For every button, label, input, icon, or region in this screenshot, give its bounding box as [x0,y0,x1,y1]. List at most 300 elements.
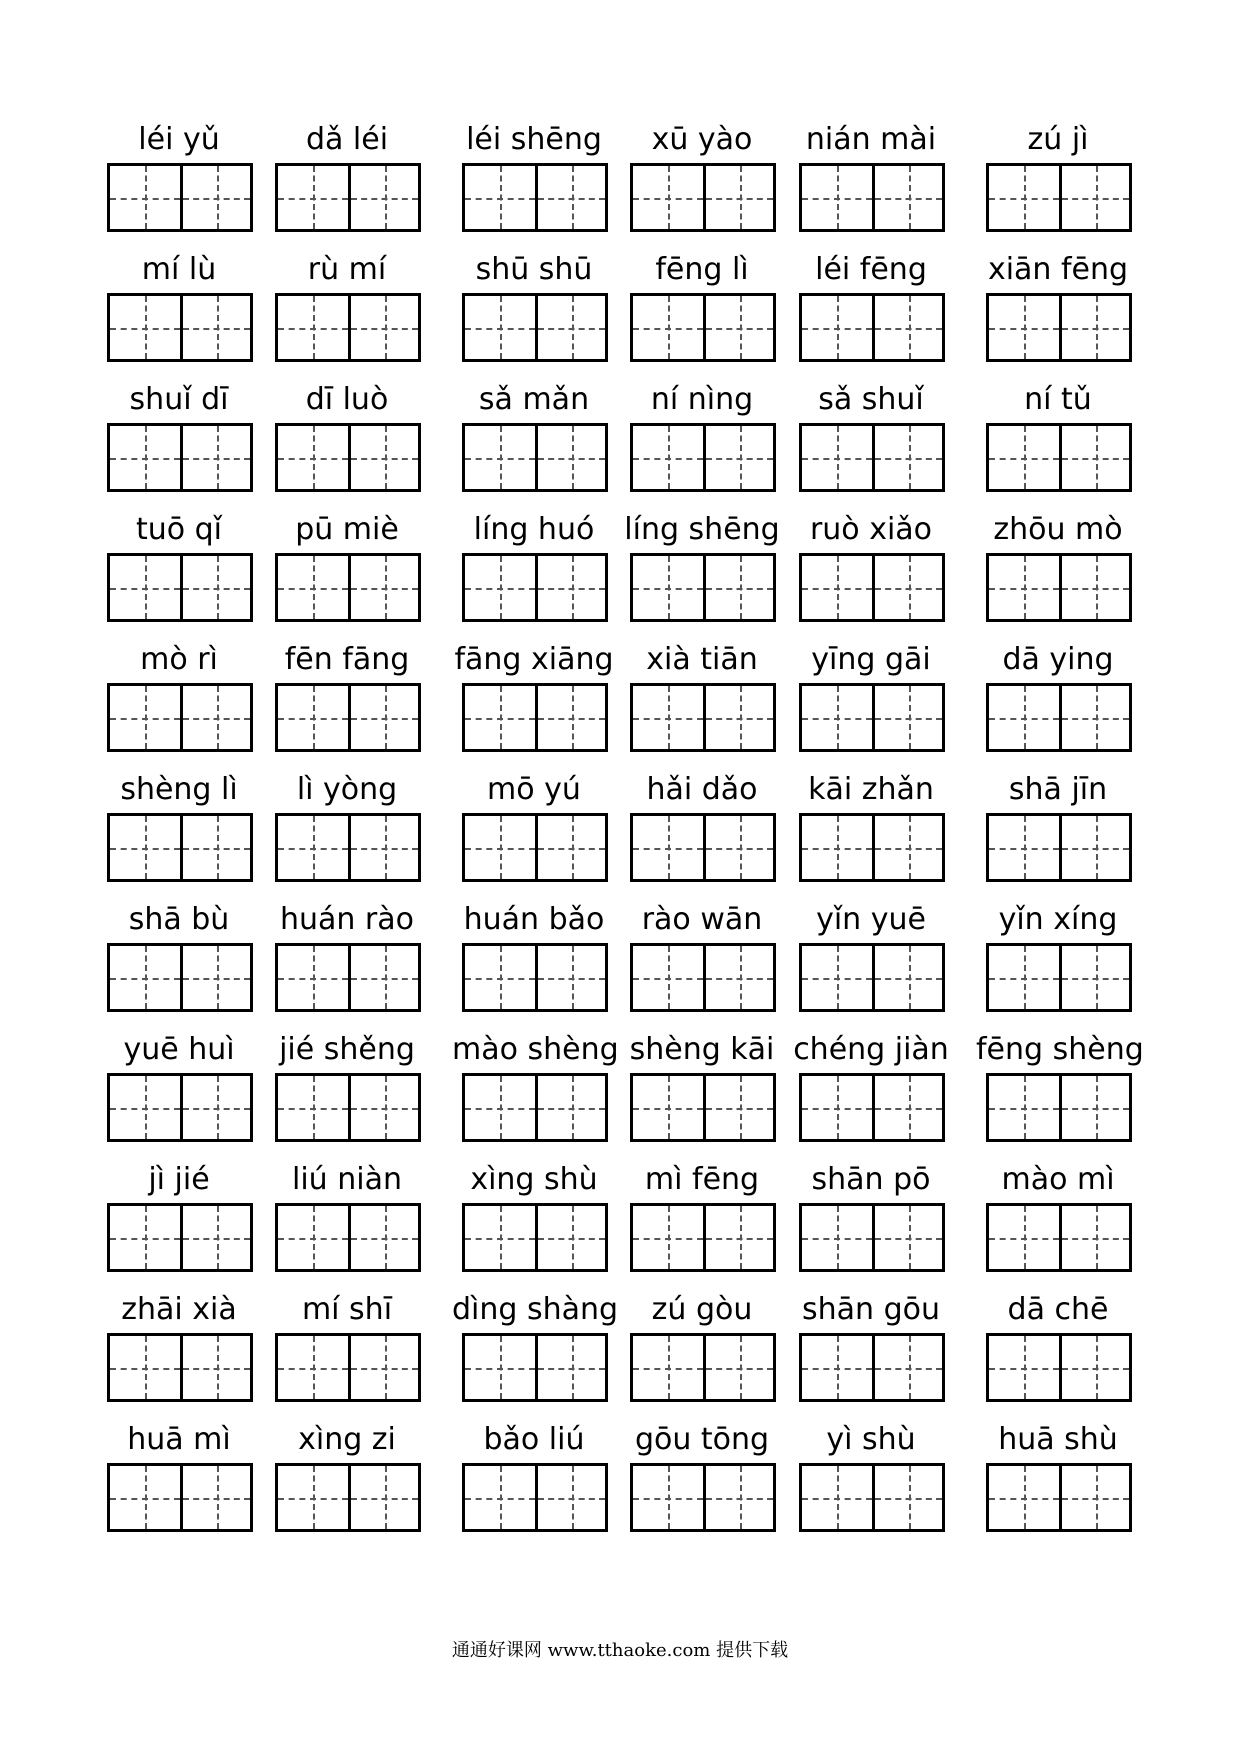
tianzige-box[interactable] [799,553,945,622]
tianzige-box[interactable] [462,1073,608,1142]
writing-cell[interactable] [802,1076,872,1139]
writing-cell[interactable] [703,296,773,359]
word-item [799,380,943,510]
tianzige-box[interactable] [275,813,421,882]
word-item [799,250,943,380]
word-item [799,900,943,1030]
pinyin-label: sǎ mǎn [478,382,590,417]
writing-cell[interactable] [1059,686,1129,749]
word-item [799,1160,943,1290]
tianzige-box[interactable] [107,943,253,1012]
tianzige-box[interactable] [462,163,608,232]
pinyin-label: lì yòng [296,772,398,807]
pinyin-label: zhōu mò [993,512,1123,547]
writing-cell[interactable] [278,816,348,879]
pinyin-label: shā bù [128,902,230,937]
writing-cell[interactable] [110,1076,180,1139]
word-item [799,770,943,900]
word-item [986,640,1130,770]
writing-cell[interactable] [802,166,872,229]
writing-cell[interactable] [802,1466,872,1529]
pinyin-label: ní tǔ [1024,382,1092,417]
tianzige-box[interactable] [630,1463,776,1532]
word-item [275,1290,419,1420]
tianzige-box[interactable] [462,293,608,362]
writing-cell[interactable] [703,946,773,1009]
writing-cell[interactable] [989,1076,1059,1139]
writing-cell[interactable] [989,816,1059,879]
writing-cell[interactable] [872,1206,942,1269]
writing-cell[interactable] [989,556,1059,619]
tianzige-box[interactable] [799,1333,945,1402]
pinyin-label: yì shù [826,1422,916,1457]
tianzige-box[interactable] [462,1203,608,1272]
writing-cell[interactable] [278,1336,348,1399]
pinyin-label: chéng jiàn [793,1032,949,1067]
pinyin-label: zhāi xià [121,1292,237,1327]
writing-cell[interactable] [465,1466,535,1529]
writing-cell[interactable] [278,296,348,359]
word-item [462,770,606,900]
writing-cell[interactable] [703,1076,773,1139]
word-item [275,1420,419,1550]
writing-cell[interactable] [535,1336,605,1399]
word-row [0,900,1240,1030]
word-item [452,1290,619,1420]
writing-cell[interactable] [465,1206,535,1269]
writing-cell[interactable] [465,946,535,1009]
tianzige-box[interactable] [630,163,776,232]
pinyin-label: shān pō [811,1162,931,1197]
word-item [630,250,774,380]
tianzige-box[interactable] [986,1203,1132,1272]
tianzige-box[interactable] [799,943,945,1012]
pinyin-label: dī luò [305,382,389,417]
pinyin-label: fēng shèng [976,1032,1144,1067]
writing-cell[interactable] [278,1076,348,1139]
writing-cell[interactable] [989,1336,1059,1399]
writing-cell[interactable] [180,1336,250,1399]
pinyin-label: líng shēng [624,512,780,547]
tianzige-box[interactable] [799,1073,945,1142]
writing-cell[interactable] [535,556,605,619]
writing-cell[interactable] [872,686,942,749]
tianzige-box[interactable] [107,163,253,232]
writing-cell[interactable] [465,1336,535,1399]
tianzige-box[interactable] [275,1203,421,1272]
pinyin-label: huā mì [127,1422,231,1457]
tianzige-box[interactable] [986,293,1132,362]
writing-cell[interactable] [348,1076,418,1139]
writing-cell[interactable] [278,426,348,489]
tianzige-box[interactable] [107,1073,253,1142]
writing-cell[interactable] [110,556,180,619]
pinyin-label: líng huó [473,512,595,547]
writing-cell[interactable] [180,166,250,229]
writing-cell[interactable] [348,686,418,749]
pinyin-label: huán bǎo [463,902,605,937]
footer-credit: 通通好课网 www.tthaoke.com 提供下载 [451,1640,789,1661]
writing-cell[interactable] [872,426,942,489]
pinyin-label: jié shěng [279,1032,415,1067]
word-item [630,900,774,1030]
word-item [462,900,606,1030]
word-item [986,900,1130,1030]
tianzige-box[interactable] [275,553,421,622]
pinyin-label: ruò xiǎo [809,512,933,547]
writing-cell[interactable] [465,296,535,359]
tianzige-box[interactable] [799,1203,945,1272]
pinyin-label: zú gòu [651,1292,753,1327]
word-item [986,380,1130,510]
tianzige-box[interactable] [630,423,776,492]
tianzige-box[interactable] [799,163,945,232]
writing-cell[interactable] [535,946,605,1009]
writing-cell[interactable] [180,426,250,489]
writing-cell[interactable] [348,816,418,879]
writing-cell[interactable] [703,686,773,749]
tianzige-box[interactable] [630,683,776,752]
tianzige-box[interactable] [986,553,1132,622]
writing-cell[interactable] [872,296,942,359]
tianzige-box[interactable] [275,683,421,752]
pinyin-label: sǎ shuǐ [818,382,924,417]
word-item [630,1160,774,1290]
pinyin-label: mò rì [140,642,218,677]
writing-cell[interactable] [989,686,1059,749]
pinyin-label: rào wān [641,902,763,937]
word-item [107,1420,251,1550]
writing-cell[interactable] [348,1466,418,1529]
tianzige-box[interactable] [462,1333,608,1402]
writing-cell[interactable] [110,1206,180,1269]
word-item [462,1160,606,1290]
writing-cell[interactable] [465,166,535,229]
word-item [275,900,419,1030]
pinyin-label: dā chē [1007,1292,1109,1327]
word-item [107,120,251,250]
writing-cell[interactable] [633,1336,703,1399]
writing-cell[interactable] [1059,166,1129,229]
writing-cell[interactable] [989,1206,1059,1269]
pinyin-label: léi fēng [815,252,927,287]
word-item [799,510,943,640]
writing-cell[interactable] [633,166,703,229]
writing-cell[interactable] [703,1466,773,1529]
writing-cell[interactable] [1059,946,1129,1009]
writing-cell[interactable] [535,166,605,229]
pinyin-label: liú niàn [292,1162,402,1197]
tianzige-box[interactable] [986,1333,1132,1402]
writing-cell[interactable] [872,556,942,619]
writing-cell[interactable] [278,1466,348,1529]
word-item [107,510,251,640]
word-item [462,380,606,510]
writing-cell[interactable] [348,1336,418,1399]
tianzige-box[interactable] [630,1073,776,1142]
writing-cell[interactable] [110,1466,180,1529]
tianzige-box[interactable] [462,1463,608,1532]
tianzige-box[interactable] [275,163,421,232]
writing-cell[interactable] [535,296,605,359]
writing-cell[interactable] [989,946,1059,1009]
writing-cell[interactable] [802,556,872,619]
writing-cell[interactable] [802,946,872,1009]
writing-cell[interactable] [348,426,418,489]
writing-cell[interactable] [180,296,250,359]
writing-cell[interactable] [703,1336,773,1399]
word-item [630,380,774,510]
writing-cell[interactable] [465,686,535,749]
word-item [275,120,419,250]
word-item [986,1290,1130,1420]
pinyin-label: jì jié [148,1162,210,1197]
word-row [0,1160,1240,1290]
tianzige-box[interactable] [462,943,608,1012]
writing-cell[interactable] [180,816,250,879]
word-item [986,1160,1130,1290]
writing-cell[interactable] [110,946,180,1009]
pinyin-label: rù mí [307,252,387,287]
word-item [107,1030,251,1160]
writing-cell[interactable] [278,686,348,749]
pinyin-label: léi shēng [466,122,602,157]
writing-cell[interactable] [989,296,1059,359]
word-row [0,1420,1240,1550]
writing-cell[interactable] [802,1206,872,1269]
writing-cell[interactable] [703,166,773,229]
pinyin-label: mì fēng [644,1162,760,1197]
writing-cell[interactable] [1059,1206,1129,1269]
writing-cell[interactable] [465,1076,535,1139]
writing-cell[interactable] [1059,816,1129,879]
writing-cell[interactable] [872,1336,942,1399]
tianzige-box[interactable] [107,293,253,362]
tianzige-box[interactable] [986,1073,1132,1142]
word-item [630,1030,774,1160]
writing-cell[interactable] [348,166,418,229]
writing-cell[interactable] [110,686,180,749]
tianzige-box[interactable] [462,553,608,622]
tianzige-box[interactable] [630,1203,776,1272]
pinyin-label: fēn fāng [284,642,410,677]
tianzige-box[interactable] [986,943,1132,1012]
word-item [275,1160,419,1290]
writing-cell[interactable] [633,1076,703,1139]
tianzige-box[interactable] [275,293,421,362]
writing-cell[interactable] [872,946,942,1009]
tianzige-box[interactable] [799,293,945,362]
pinyin-label: léi yǔ [138,122,220,157]
pinyin-label: pū miè [295,512,399,547]
writing-cell[interactable] [465,426,535,489]
tianzige-box[interactable] [107,1203,253,1272]
writing-cell[interactable] [348,1206,418,1269]
writing-cell[interactable] [348,556,418,619]
writing-cell[interactable] [535,426,605,489]
pinyin-label: mào shèng [452,1032,619,1067]
writing-cell[interactable] [465,556,535,619]
writing-cell[interactable] [1059,1076,1129,1139]
tianzige-box[interactable] [630,813,776,882]
writing-cell[interactable] [703,426,773,489]
writing-cell[interactable] [989,426,1059,489]
writing-cell[interactable] [180,946,250,1009]
writing-cell[interactable] [110,816,180,879]
tianzige-box[interactable] [462,813,608,882]
writing-cell[interactable] [535,816,605,879]
writing-cell[interactable] [180,1206,250,1269]
writing-cell[interactable] [633,556,703,619]
writing-cell[interactable] [872,1076,942,1139]
word-item [107,380,251,510]
writing-cell[interactable] [872,1466,942,1529]
word-item [630,1290,774,1420]
tianzige-box[interactable] [630,943,776,1012]
word-item [107,900,251,1030]
writing-cell[interactable] [872,816,942,879]
word-item [454,640,614,770]
writing-cell[interactable] [703,1206,773,1269]
word-item [452,1030,619,1160]
writing-cell[interactable] [1059,1336,1129,1399]
pinyin-label: shān gōu [802,1292,940,1327]
writing-cell[interactable] [703,556,773,619]
pinyin-label: shèng lì [120,772,238,807]
writing-cell[interactable] [989,1466,1059,1529]
tianzige-box[interactable] [986,813,1132,882]
writing-cell[interactable] [180,1076,250,1139]
writing-cell[interactable] [535,1076,605,1139]
writing-cell[interactable] [802,426,872,489]
tianzige-box[interactable] [799,813,945,882]
pinyin-label: xìng shù [470,1162,598,1197]
writing-cell[interactable] [180,556,250,619]
tianzige-box[interactable] [986,683,1132,752]
word-item [107,1160,251,1290]
pinyin-label: dǎ léi [305,122,389,157]
writing-cell[interactable] [535,1206,605,1269]
writing-cell[interactable] [633,686,703,749]
writing-cell[interactable] [110,166,180,229]
pinyin-label: huán rào [279,902,415,937]
word-row [0,1030,1240,1160]
word-row [0,640,1240,770]
tianzige-box[interactable] [799,423,945,492]
pinyin-label: shā jīn [1008,772,1108,807]
writing-cell[interactable] [802,686,872,749]
word-item [275,380,419,510]
tianzige-box[interactable] [986,423,1132,492]
writing-cell[interactable] [802,296,872,359]
tianzige-box[interactable] [462,683,608,752]
writing-cell[interactable] [1059,296,1129,359]
word-item [799,640,943,770]
writing-cell[interactable] [348,946,418,1009]
word-row [0,380,1240,510]
writing-cell[interactable] [633,426,703,489]
word-item [462,120,606,250]
writing-cell[interactable] [989,166,1059,229]
pinyin-label: zú jì [1027,122,1089,157]
writing-cell[interactable] [110,426,180,489]
writing-cell[interactable] [180,1466,250,1529]
word-item [799,120,943,250]
tianzige-box[interactable] [799,1463,945,1532]
tianzige-box[interactable] [275,943,421,1012]
tianzige-box[interactable] [986,1463,1132,1532]
word-item [799,1420,943,1550]
writing-cell[interactable] [535,686,605,749]
pinyin-label: nián mài [805,122,937,157]
writing-cell[interactable] [633,1466,703,1529]
writing-cell[interactable] [802,816,872,879]
tianzige-box[interactable] [107,813,253,882]
pinyin-label: ní nìng [650,382,754,417]
word-item [107,640,251,770]
pinyin-label: xià tiān [646,642,758,677]
tianzige-box[interactable] [107,423,253,492]
tianzige-box[interactable] [275,423,421,492]
tianzige-box[interactable] [107,683,253,752]
word-item [275,640,419,770]
writing-cell[interactable] [633,946,703,1009]
pinyin-label: mí lù [141,252,217,287]
tianzige-box[interactable] [275,1333,421,1402]
writing-cell[interactable] [1059,556,1129,619]
pinyin-label: huā shù [998,1422,1118,1457]
writing-cell[interactable] [278,556,348,619]
writing-cell[interactable] [633,296,703,359]
tianzige-box[interactable] [107,1463,253,1532]
tianzige-box[interactable] [107,1333,253,1402]
pinyin-label: dā ying [1002,642,1114,677]
pinyin-label: xìng zi [298,1422,396,1457]
tianzige-box[interactable] [630,293,776,362]
tianzige-box[interactable] [799,683,945,752]
writing-cell[interactable] [872,166,942,229]
tianzige-box[interactable] [986,163,1132,232]
word-item [630,120,774,250]
tianzige-box[interactable] [462,423,608,492]
word-item [986,770,1130,900]
writing-cell[interactable] [180,686,250,749]
writing-cell[interactable] [110,1336,180,1399]
word-row [0,120,1240,250]
tianzige-box[interactable] [275,1073,421,1142]
writing-cell[interactable] [633,1206,703,1269]
word-item [275,1030,419,1160]
writing-cell[interactable] [465,816,535,879]
tianzige-box[interactable] [630,1333,776,1402]
writing-cell[interactable] [110,296,180,359]
writing-cell[interactable] [1059,426,1129,489]
tianzige-box[interactable] [630,553,776,622]
writing-cell[interactable] [278,166,348,229]
writing-cell[interactable] [278,946,348,1009]
writing-cell[interactable] [703,816,773,879]
writing-cell[interactable] [633,816,703,879]
writing-cell[interactable] [348,296,418,359]
writing-cell[interactable] [278,1206,348,1269]
tianzige-box[interactable] [275,1463,421,1532]
pinyin-label: kāi zhǎn [808,772,934,807]
word-item [107,1290,251,1420]
writing-cell[interactable] [535,1466,605,1529]
tianzige-box[interactable] [107,553,253,622]
writing-cell[interactable] [1059,1466,1129,1529]
writing-cell[interactable] [802,1336,872,1399]
